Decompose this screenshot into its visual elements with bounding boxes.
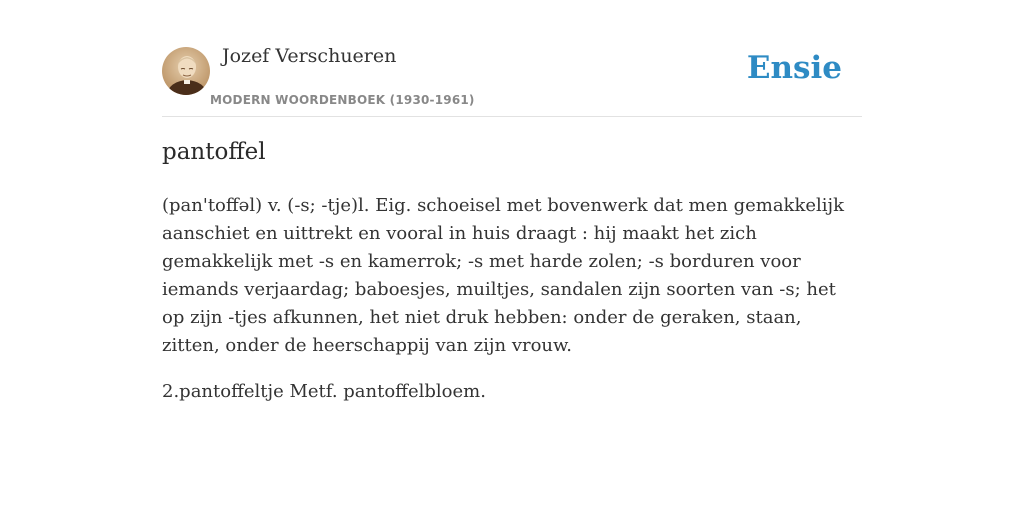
entry-header: [162, 40, 862, 117]
entry-definition: [162, 192, 862, 424]
author-name[interactable]: Jozef Verschueren: [222, 45, 397, 67]
definition-paragraph: (pan'toffəl) v. (-s; -tje)l. Eig. schoeisel met bovenwerk dat men gemakkelijk aanschiet en uittrekt en vooral in huis draagt : hij maakt het zich gemakkelijk met -s en kamerrok; -s met harde zolen; -s borduren voor iemands verjaardag; baboesjes, muiltjes, sandalen zijn soorten van -s; het op zijn -tjes afkunnen, het niet druk hebben: onder de geraken, staan, zitten, onder de heerschappij van zijn vrouw.: [162, 195, 845, 356]
author-avatar[interactable]: [162, 47, 210, 95]
entry-headword: pantoffel: [162, 139, 266, 165]
definition-paragraph: 2.pantoffeltje Metf. pantoffelbloem.: [162, 381, 486, 402]
source-label[interactable]: MODERN WOORDENBOEK (1930-1961): [210, 93, 475, 107]
portrait-photo-icon: [162, 47, 210, 95]
site-logo[interactable]: Ensie: [746, 50, 842, 86]
